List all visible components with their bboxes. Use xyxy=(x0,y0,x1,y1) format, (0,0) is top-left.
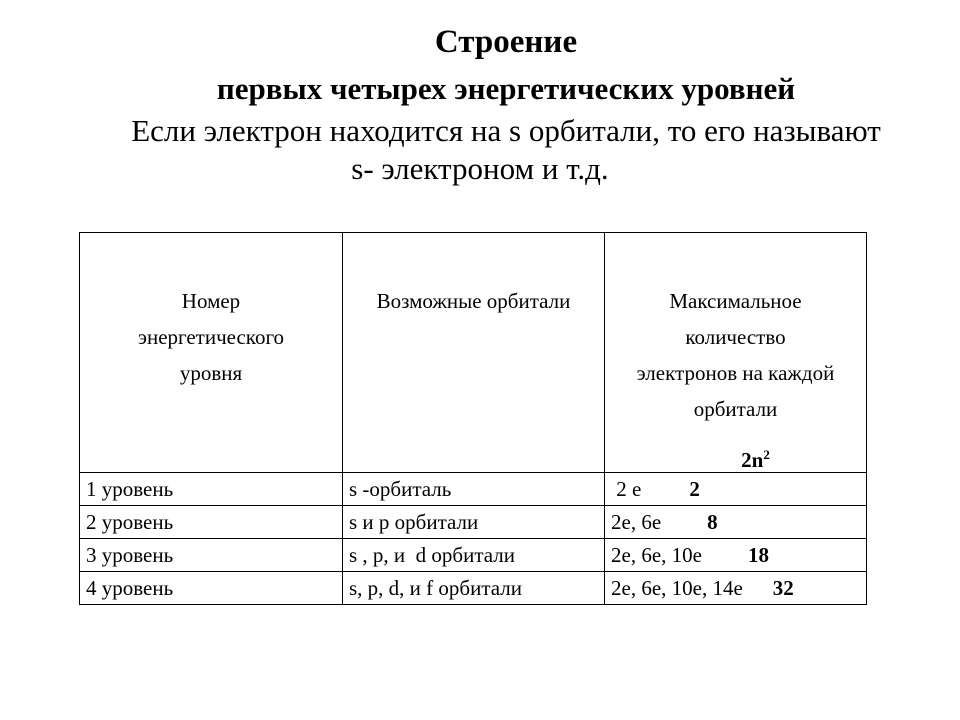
row-electrons-cell xyxy=(605,506,867,539)
slide-subtitle: первых четырех энергетических уровней xyxy=(216,71,796,106)
header-cell-max-electrons xyxy=(605,233,867,473)
row-level-cell: 3 уровень xyxy=(80,539,343,572)
row-electrons-cell xyxy=(605,473,867,506)
max-electrons-formula xyxy=(605,443,866,472)
row-orbitals-cell: s -орбиталь xyxy=(343,473,605,506)
header-orbitals-label: Возможные орбитали xyxy=(376,289,571,313)
header-level-label: Номер энергетического уровня xyxy=(137,289,285,385)
header-cell-orbitals xyxy=(343,233,605,473)
row-orbitals-cell: s , p, и d орбитали xyxy=(343,539,605,572)
row-electrons-total: 8 xyxy=(707,510,718,534)
row-electrons-cell xyxy=(605,572,867,605)
header-cell-level xyxy=(80,233,343,473)
row-level-cell: 2 уровень xyxy=(80,506,343,539)
header-max-electrons-label: Максимальное количество электронов на каждой орбитали xyxy=(636,289,835,421)
row-level-cell: 1 уровень xyxy=(80,473,343,506)
row-level-cell: 4 уровень xyxy=(80,572,343,605)
row-electrons-cell xyxy=(605,539,867,572)
row-electrons-total: 32 xyxy=(772,576,794,600)
table-row xyxy=(80,506,867,539)
row-electrons-breakdown: 2е, 6е xyxy=(611,510,662,534)
table-row xyxy=(80,539,867,572)
row-electrons-total: 18 xyxy=(747,543,769,567)
energy-levels-table xyxy=(79,232,867,605)
intro-text-line1: Если электрон находится на s орбитали, то его называют xyxy=(131,113,881,148)
row-electrons-total: 2 xyxy=(689,477,700,501)
row-orbitals-cell: s и p орбитали xyxy=(343,506,605,539)
table-header-row xyxy=(80,233,867,473)
table-row xyxy=(80,572,867,605)
formula-exponent: 2 xyxy=(763,447,770,462)
row-electrons-breakdown: 2 е xyxy=(611,477,642,501)
row-electrons-breakdown: 2е, 6е, 10е, 14е xyxy=(611,576,743,600)
formula-base: 2n xyxy=(741,448,764,472)
slide-title: Строение xyxy=(434,24,578,60)
table-row xyxy=(80,473,867,506)
row-orbitals-cell: s, p, d, и f орбитали xyxy=(343,572,605,605)
intro-text-line2: s- электроном и т.д. xyxy=(351,151,609,186)
row-electrons-breakdown: 2е, 6е, 10е xyxy=(611,543,702,567)
